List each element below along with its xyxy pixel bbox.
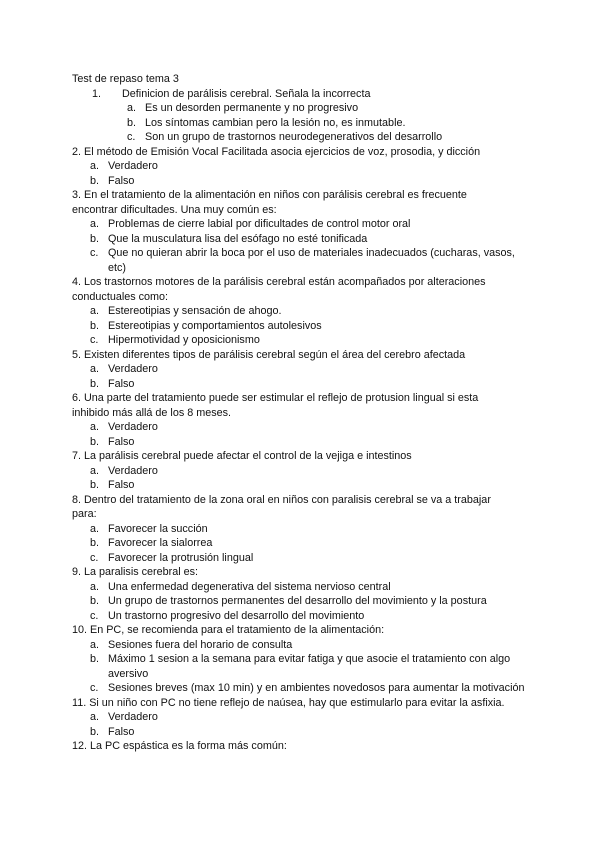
- option-text: Hipermotividad y oposicionismo: [108, 334, 260, 346]
- question-5-option-a: [72, 362, 532, 377]
- question-4-line-2: conductuales como:: [72, 290, 169, 303]
- question-3-option-b: [72, 232, 532, 247]
- option-letter: a.: [90, 218, 100, 230]
- option-text: Favorecer la succión: [108, 522, 208, 535]
- question-1-text: Definicion de parálisis cerebral. Señala la incorrecta: [122, 87, 371, 100]
- option-text: Que no quieran abrir la boca por el uso de materiales inadecuados (cucharas, vasos, etc): [108, 247, 515, 274]
- option-letter: b.: [90, 377, 100, 390]
- option-letter: c.: [90, 682, 99, 694]
- question-9-option-c: [72, 609, 532, 624]
- question-1: [72, 87, 532, 102]
- option-text: Problemas de cierre labial por dificultades de control motor oral: [108, 218, 411, 230]
- option-letter: c.: [127, 131, 136, 143]
- question-8-option-c: [72, 551, 532, 566]
- option-text: Favorecer la sialorrea: [108, 537, 213, 549]
- question-5: 5. Existen diferentes tipos de parálisis cerebral según el área del cerebro afectada: [72, 348, 466, 361]
- option-text: Estereotipias y sensación de ahogo.: [108, 305, 282, 317]
- question-4-option-c: [72, 333, 532, 348]
- question-4-line-1: 4. Los trastornos motores de la parálisis cerebral están acompañados por alteraciones: [72, 276, 486, 288]
- option-text: Verdadero: [108, 464, 158, 477]
- question-1-number: 1.: [92, 87, 102, 100]
- document-title: Test de repaso tema 3: [72, 73, 179, 85]
- option-letter: c.: [90, 551, 99, 564]
- question-8-line-2: para:: [72, 508, 97, 520]
- question-11-option-a: [72, 710, 532, 725]
- option-text: Estereotipias y comportamientos autolesivos: [108, 319, 322, 332]
- option-letter: a.: [127, 102, 137, 114]
- question-9-option-a: [72, 580, 532, 595]
- option-letter: a.: [90, 522, 100, 535]
- question-3-line-2: encontrar dificultades. Una muy común es:: [72, 203, 277, 216]
- question-11: 11. Si un niño con PC no tiene reflejo de naúsea, hay que estimularlo para evitar la asfixia.: [72, 696, 505, 709]
- question-3-option-c: [72, 246, 532, 275]
- option-text: Sesiones fuera del horario de consulta: [108, 638, 293, 651]
- question-2-option-b: [72, 174, 532, 189]
- option-letter: b.: [90, 479, 100, 491]
- option-text: Falso: [108, 725, 135, 738]
- option-text: Falso: [108, 435, 135, 448]
- question-8-line-1: 8. Dentro del tratamiento de la zona oral en niños con paralisis cerebral se va a trabajar: [72, 493, 491, 506]
- option-text: Verdadero: [108, 421, 158, 433]
- option-text: Verdadero: [108, 363, 158, 375]
- option-text: Son un grupo de trastornos neurodegenerativos del desarrollo: [145, 131, 443, 143]
- question-9-option-b: [72, 594, 532, 609]
- question-8-option-b: [72, 536, 532, 551]
- question-10: 10. En PC, se recomienda para el tratamiento de la alimentación:: [72, 624, 385, 636]
- question-11-option-b: [72, 725, 532, 740]
- option-text: Máximo 1 sesion a la semana para evitar fatiga y que asocie el tratamiento con algo aversivo: [108, 653, 511, 680]
- option-letter: b.: [90, 174, 100, 187]
- question-6-option-a: [72, 420, 532, 435]
- option-text: Falso: [108, 479, 135, 491]
- question-3-option-a: [72, 217, 532, 232]
- option-letter: b.: [90, 232, 100, 245]
- question-12: 12. La PC espástica es la forma más común:: [72, 740, 287, 752]
- question-6-line-2: inhibido más allá de los 8 meses.: [72, 406, 232, 419]
- question-9: 9. La paralisis cerebral es:: [72, 566, 199, 578]
- question-7: 7. La parálisis cerebral puede afectar el control de la vejiga e intestinos: [72, 450, 412, 462]
- question-6-option-b: [72, 435, 532, 450]
- option-letter: b.: [127, 116, 137, 129]
- option-letter: a.: [90, 160, 100, 172]
- option-text: Un grupo de trastornos permanentes del desarrollo del movimiento y la postura: [108, 595, 487, 607]
- option-text: Favorecer la protrusión lingual: [108, 551, 254, 564]
- option-letter: a.: [90, 580, 100, 593]
- option-text: Es un desorden permanente y no progresivo: [145, 102, 359, 114]
- question-8-option-a: [72, 522, 532, 537]
- option-text: Verdadero: [108, 711, 158, 723]
- option-text: Verdadero: [108, 160, 158, 172]
- option-letter: a.: [90, 305, 100, 317]
- option-letter: c.: [90, 247, 99, 259]
- option-letter: a.: [90, 638, 100, 651]
- option-text: Un trastorno progresivo del desarrollo del movimiento: [108, 609, 365, 622]
- question-7-option-a: [72, 464, 532, 479]
- option-letter: b.: [90, 595, 100, 607]
- question-1-option-b: [72, 116, 532, 131]
- option-letter: a.: [90, 711, 100, 723]
- question-10-option-b: [72, 652, 532, 681]
- question-6-line-1: 6. Una parte del tratamiento puede ser estimular el reflejo de protusion lingual si esta: [72, 392, 479, 404]
- option-letter: c.: [90, 334, 99, 346]
- option-letter: a.: [90, 421, 100, 433]
- document-content: [72, 72, 532, 754]
- question-2-option-a: [72, 159, 532, 174]
- option-text: Sesiones breves (max 10 min) y en ambientes novedosos para aumentar la motivación: [108, 682, 525, 694]
- option-letter: b.: [90, 653, 100, 665]
- option-text: Que la musculatura lisa del esófago no esté tonificada: [108, 232, 368, 245]
- question-7-option-b: [72, 478, 532, 493]
- option-letter: b.: [90, 725, 100, 738]
- option-letter: b.: [90, 537, 100, 549]
- option-text: Los síntomas cambian pero la lesión no, es inmutable.: [145, 116, 406, 129]
- question-10-option-a: [72, 638, 532, 653]
- question-1-option-c: [72, 130, 532, 145]
- option-letter: a.: [90, 464, 100, 477]
- question-4-option-b: [72, 319, 532, 334]
- option-text: Una enfermedad degenerativa del sistema nervioso central: [108, 580, 391, 593]
- option-letter: b.: [90, 435, 100, 448]
- question-5-option-b: [72, 377, 532, 392]
- question-4-option-a: [72, 304, 532, 319]
- question-2: 2. El método de Emisión Vocal Facilitada asocia ejercicios de voz, prosodia, y dicción: [72, 145, 481, 158]
- option-text: Falso: [108, 377, 135, 390]
- question-10-option-c: [72, 681, 532, 696]
- option-letter: a.: [90, 363, 100, 375]
- question-1-option-a: [72, 101, 532, 116]
- option-letter: c.: [90, 609, 99, 622]
- option-text: Falso: [108, 174, 135, 187]
- option-letter: b.: [90, 319, 100, 332]
- question-3-line-1: 3. En el tratamiento de la alimentación en niños con parálisis cerebral es frecuente: [72, 189, 467, 201]
